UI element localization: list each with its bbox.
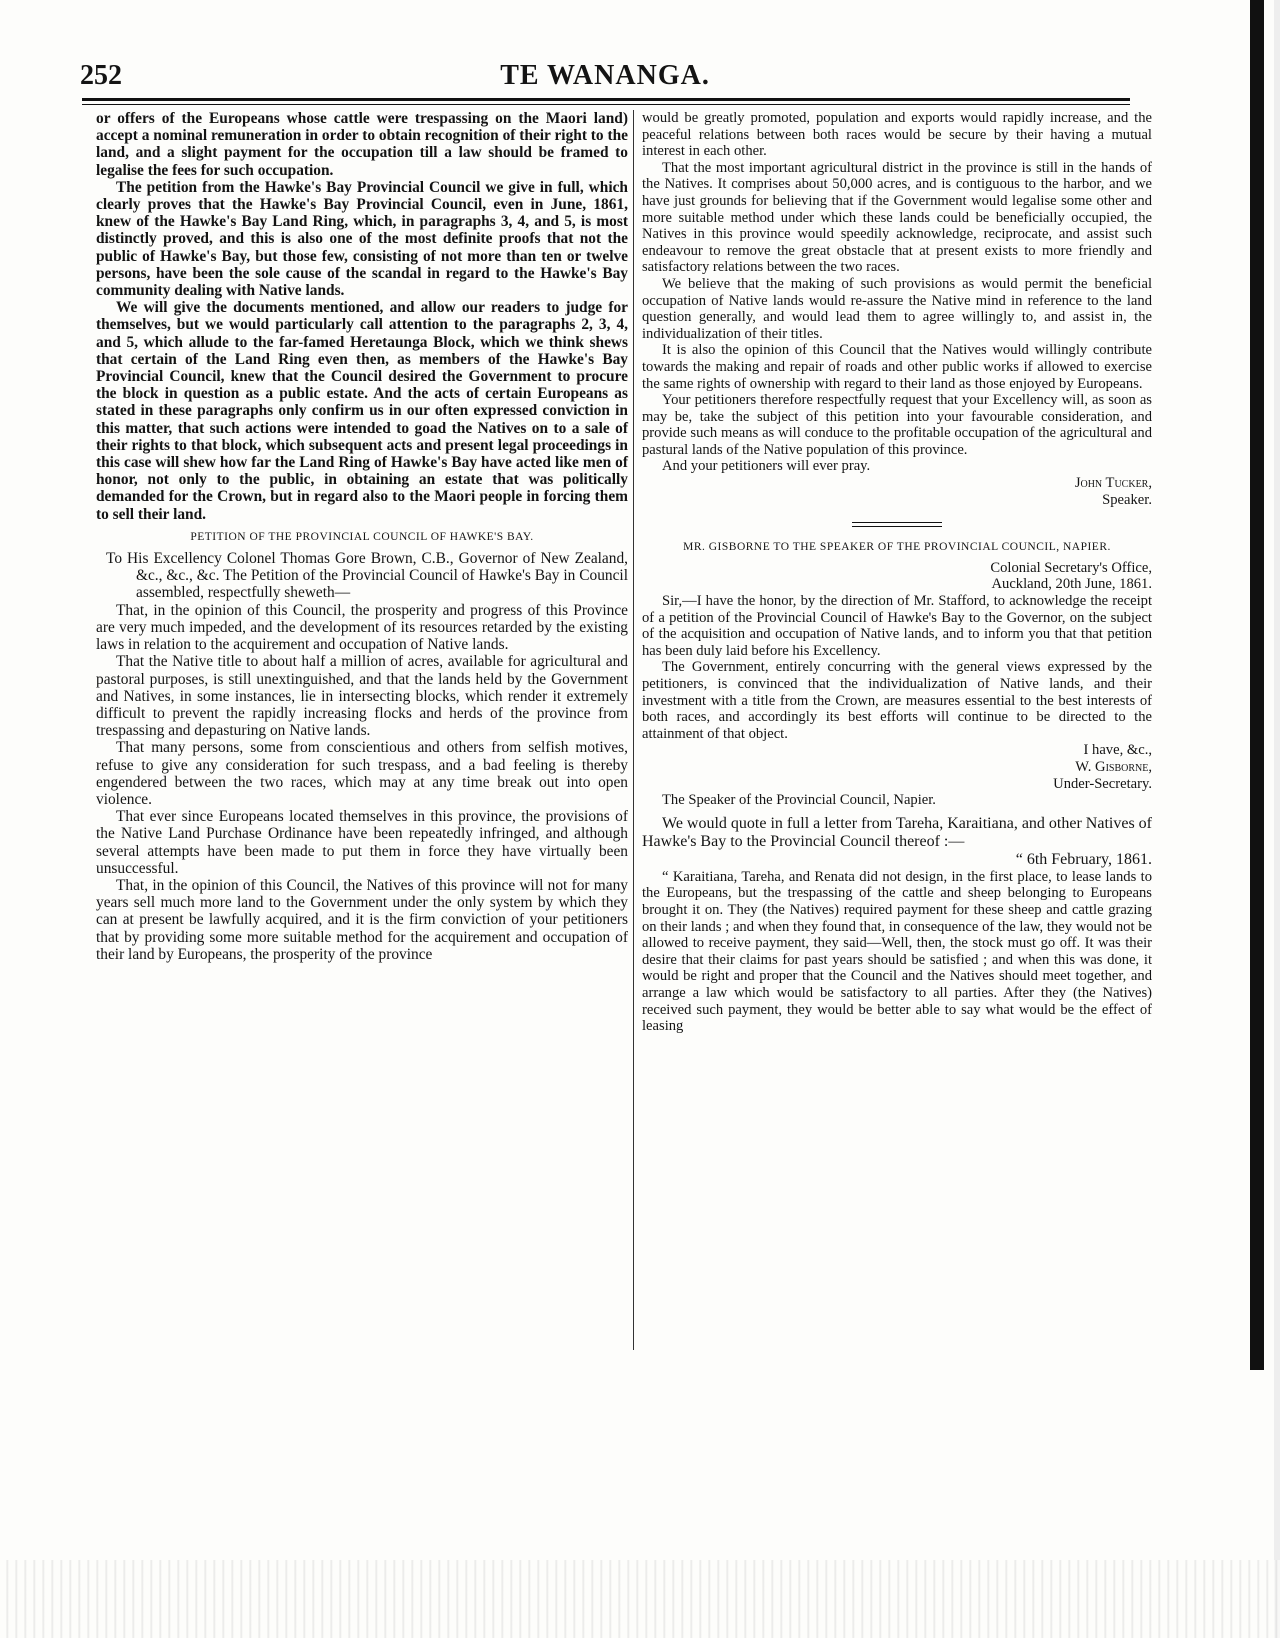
- letter-date: Auckland, 20th June, 1861.: [991, 576, 1152, 593]
- letter-dateline: [642, 560, 1152, 593]
- paragraph: “ Karaitiana, Tareha, and Renata did not design, in the first place, to lease lands to the Europeans, but the trespassing of the cattle and sheep belonging to Europeans brought it on. They (the Natives) required payment for these sheep and cattle grazing on their lands ; and when they found that, in consequence of the law, they would not be allowed to receive payment, they said—Well, then, the stock must go off. It was their desire that their claims for past years should be satisfied ; and when this was done, it would be right and proper that the Council and the Natives should meet together, and arrange a law which would be satisfactory to all parties. After they (the Natives) received such payment, they would be better able to say what would be the effect of leasing: [642, 868, 1152, 1035]
- paragraph: That ever since Europeans located themselves in this province, the provisions of the Native Land Purchase Ordinance have been repeatedly infringed, and although several attempts have been made to put them in force they have virtually been unsuccessful.: [96, 808, 628, 877]
- page-number: 252: [80, 60, 122, 91]
- right-column: [642, 110, 1152, 1035]
- signatory-name: W. Gisborne,: [1075, 758, 1152, 775]
- paragraph: Your petitioners therefore respectfully request that your Excellency will, as soon as may be, take the subject of this petition into your favourable consideration, and provide such means as will conduce to the profitable occupation of the agricultural and pastural lands of the Native population of this province.: [642, 392, 1152, 458]
- binding-edge: [1250, 0, 1264, 1370]
- paragraph: It is also the opinion of this Council that the Natives would willingly contribute towards the making and repair of roads and other public works if allowed to exercise the same rights of ownership with regard to their land as those enjoyed by Europeans.: [642, 342, 1152, 392]
- section-divider: [852, 522, 942, 527]
- paragraph: We will give the documents mentioned, and allow our readers to judge for themselves, but we would particularly call attention to the paragraphs 2, 3, 4, and 5, which allude to the far-famed Heretaunga Block, which we think shews that certain of the Land Ring even then, as members of the Hawke's Bay Provincial Council, knew that the Council desired the Government to procure the block in question as a public estate. And the acts of certain Europeans as stated in these paragraphs only confirm us in our often expressed conviction in this matter, that such actions were intended to goad the Natives on to a sale of their rights to that block, which subsequent acts and present legal proceedings in this case will shew how far the Land Ring of Hawke's Bay have acted like men of honor, not only to the public, in obtaining an estate that was politically demanded for the Crown, but in regard also to the Maori people in forcing them to sell their land.: [96, 299, 628, 523]
- petition-heading: PETITION OF THE PROVINCIAL COUNCIL OF HAWKE'S BAY.: [190, 530, 534, 543]
- paragraph: That, in the opinion of this Council, the Natives of this province will not for many years sell much more land to the Government under the only system by which they can at present be lawfully acquired, and it is the firm conviction of your petitioners that by providing some more suitable method for the acquirement and occupation of their land by Europeans, the prosperity of the province: [96, 876, 628, 963]
- scan-noise: [0, 1560, 1280, 1638]
- signatory-title: Speaker.: [1102, 491, 1152, 508]
- paragraph: The petition from the Hawke's Bay Provincial Council we give in full, which clearly proves that the Hawke's Bay Provincial Council, even in June, 1861, knew of the Hawke's Bay Land Ring, which, in paragraphs 3, 4, and 5, is most distinctly proved, and this is also one of the most definite proofs that not the public of Hawke's Bay, but those few, consisting of not more than ten or twelve persons, have been the sole cause of the scandal in regard to the Hawke's Bay community dealing with Native lands.: [96, 178, 628, 300]
- paragraph: The Government, entirely concurring with the general views expressed by the petitioners, is convinced that the individualization of Native lands, and their investment with a title from the Crown, are measures essential to the best interests of both races, and accordingly its best efforts will continue to be directed to the attainment of that object.: [642, 659, 1152, 742]
- paragraph: We believe that the making of such provisions as would permit the beneficial occupation of Native lands would re-assure the Native mind in reference to the land question generally, and would lead them to agree willingly to, and assist in, the individualization of their titles.: [642, 275, 1152, 342]
- paragraph: That the most important agricultural district in the province is still in the hands of the Natives. It comprises about 50,000 acres, and is contiguous to the harbor, and we have just grounds for believing that if the Government would legalise some other and more suitable method under which these lands could be beneficially occupied, the Natives in this province would speedily acknowledge, reciprocate, and assist such endeavour to remove the great obstacle that at present exists to more friendly and satisfactory relations between the two races.: [642, 159, 1152, 276]
- signatory-title: Under-Secretary.: [1053, 775, 1152, 792]
- page-margin: [1274, 0, 1280, 1638]
- column-divider: [633, 110, 634, 1350]
- letter-place: Colonial Secretary's Office,: [990, 559, 1152, 576]
- paragraph: That, in the opinion of this Council, the prosperity and progress of this Province are very much impeded, and the development of its resources retarded by the existing laws in relation to the acquirement and occupation of Native lands.: [96, 601, 628, 654]
- signature-block: [642, 475, 1152, 508]
- letter-closing: I have, &c.,: [1083, 742, 1152, 759]
- paragraph: And your petitioners will ever pray.: [662, 458, 871, 475]
- paragraph: or offers of the Europeans whose cattle were trespassing on the Maori land) accept a nominal remuneration in order to obtain recognition of their right to the land, and a slight payment for the occupation till a law should be framed to legalise the fees for such occupation.: [96, 110, 628, 179]
- page-header: [80, 56, 1130, 96]
- signature-block: [642, 742, 1152, 792]
- paragraph: That many persons, some from conscientious and others from selfish motives, refuse to give any consideration for such trespass, and a bad feeling is thereby engendered between the two races, which may at any time break out into open violence.: [96, 739, 628, 808]
- paragraph: We would quote in full a letter from Tareha, Karaitiana, and other Natives of Hawke's Bay to the Provincial Council thereof :—: [642, 814, 1153, 850]
- paragraph: Sir,—I have the honor, by the direction of Mr. Stafford, to acknowledge the receipt of a petition of the Provincial Council of Hawke's Bay to the Governor, on the subject of the acquisition and occupation of Native lands, and to inform you that that petition has been duly laid before his Excellency.: [642, 593, 1152, 659]
- header-rule: [82, 98, 1130, 101]
- left-column: [96, 110, 628, 963]
- header-rule-thin: [82, 104, 1130, 105]
- paragraph: That the Native title to about half a million of acres, available for agricultural and pastoral purposes, is still unextinguished, and that the lands held by the Government and Natives, in some instances, lie in intersecting blocks, which render it extremely difficult to prevent the rapidly increasing flocks and herds of the province from trespassing and depasturing on Native lands.: [96, 653, 628, 740]
- paragraph: would be greatly promoted, population and exports would rapidly increase, and the peaceful relations between both races would be secure by their having a mutual interest in each other.: [642, 110, 1152, 160]
- signatory-name: John Tucker,: [1074, 475, 1152, 492]
- quote-date: “ 6th February, 1861.: [1015, 850, 1152, 868]
- letter-heading: MR. GISBORNE TO THE SPEAKER OF THE PROVINCIAL COUNCIL, NAPIER.: [683, 541, 1111, 554]
- addressee: The Speaker of the Provincial Council, Napier.: [662, 792, 936, 809]
- petition-address: To His Excellency Colonel Thomas Gore Brown, C.B., Governor of New Zealand, &c., &c., &c. The Petition of the Provincial Council of Hawke's Bay in Council assembled, respectfully sheweth—: [106, 550, 628, 602]
- masthead-title: TE WANANGA.: [500, 60, 710, 91]
